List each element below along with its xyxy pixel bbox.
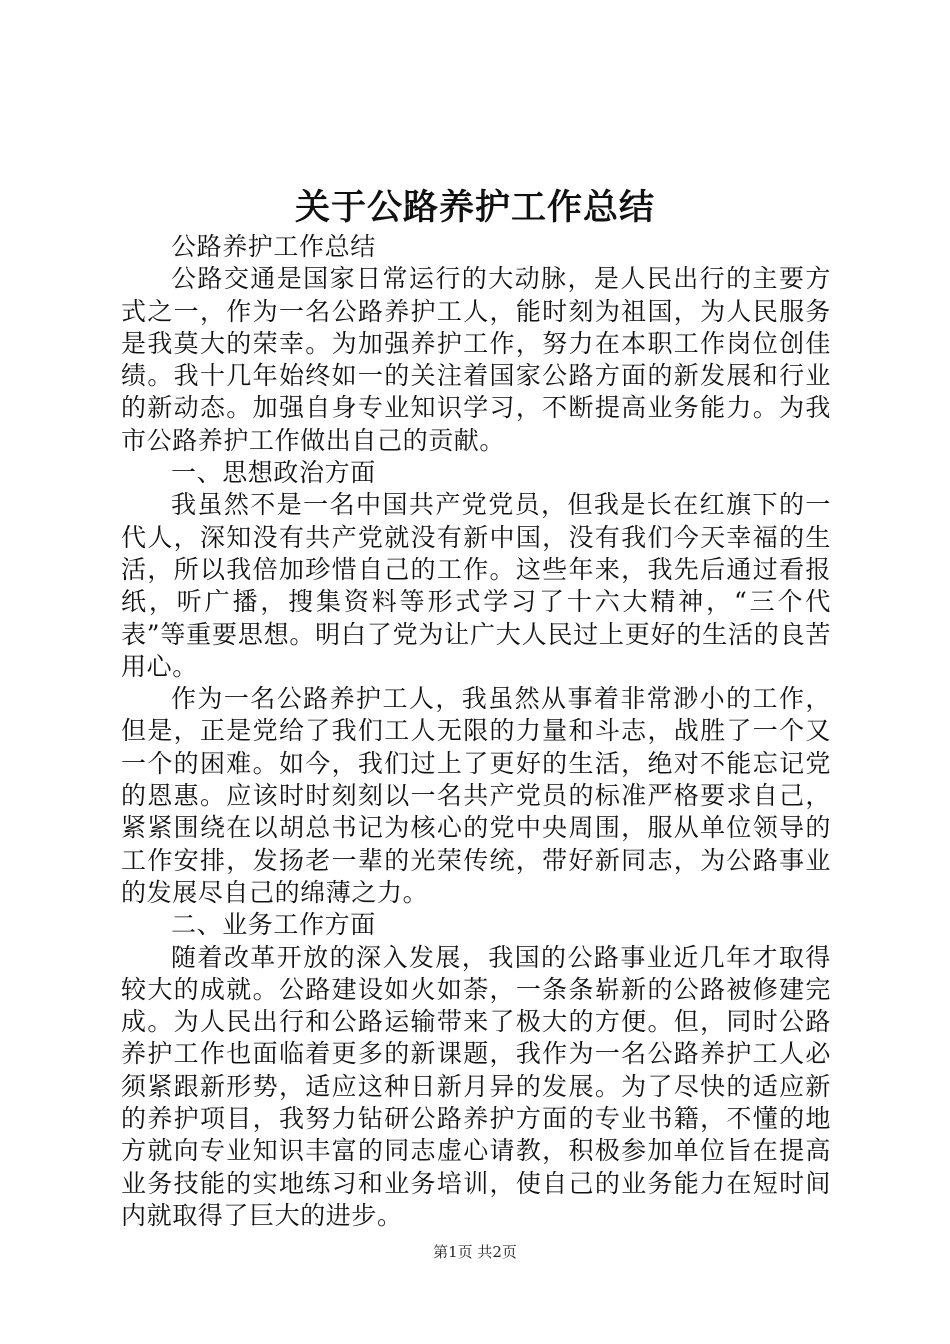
document-body — [121, 231, 831, 1232]
politics-paragraph-2: 作为一名公路养护工人，我虽然从事着非常渺小的工作，但是，正是党给了我们工人无限的力量和斗志，战胜了一个又一个的困难。如今，我们过上了更好的生活，绝对不能忘记党的恩惠。应该时时刻刻以一名共产党员的标准严格要求自己，紧紧围绕在以胡总书记为核心的党中央周围，服从单位领导的工作安排，发扬老一辈的光荣传统，带好新同志，为公路事业的发展尽自己的绵薄之力。 — [121, 684, 831, 907]
subtitle-paragraph: 公路养护工作总结 — [171, 232, 376, 261]
business-paragraph-1: 随着改革开放的深入发展，我国的公路事业近几年才取得较大的成就。公路建设如火如荼，一条条崭新的公路被修建完成。为人民出行和公路运输带来了极大的方便。但，同时公路养护工作也面临着更多的新课题，我作为一名公路养护工人必须紧跟新形势，适应这种日新月异的发展。为了尽快的适应新的养护项目，我努力钻研公路养护方面的专业书籍，不懂的地方就向专业知识丰富的同志虚心请教，积极参加单位旨在提高业务技能的实地练习和业务培训，使自己的业务能力在短时间内就取得了巨大的进步。 — [121, 942, 831, 1230]
politics-paragraph-1: 我虽然不是一名中国共产党党员，但我是长在红旗下的一代人，深知没有共产党就没有新中国，没有我们今天幸福的生活，所以我倍加珍惜自己的工作。这些年来，我先后通过看报纸，听广播，搜集资料等形式学习了十六大精神，“三个代表”等重要思想。明白了党为让广大人民过上更好的生活的良苦用心。 — [121, 490, 831, 681]
page-number-footer: 第1页 共2页 — [433, 1243, 517, 1261]
intro-paragraph: 公路交通是国家日常运行的大动脉，是人民出行的主要方式之一，作为一名公路养护工人，能时刻为祖国，为人民服务是我莫大的荣幸。为加强养护工作，努力在本职工作岗位创佳绩。我十几年始终如一的关注着国家公路方面的新发展和行业的新动态。加强自身专业知识学习，不断提高业务能力。为我市公路养护工作做出自己的贡献。 — [121, 264, 831, 455]
document-title: 关于公路养护工作总结 — [294, 187, 655, 228]
section-heading-business: 二、业务工作方面 — [171, 910, 376, 940]
section-heading-politics: 一、思想政治方面 — [171, 458, 376, 488]
